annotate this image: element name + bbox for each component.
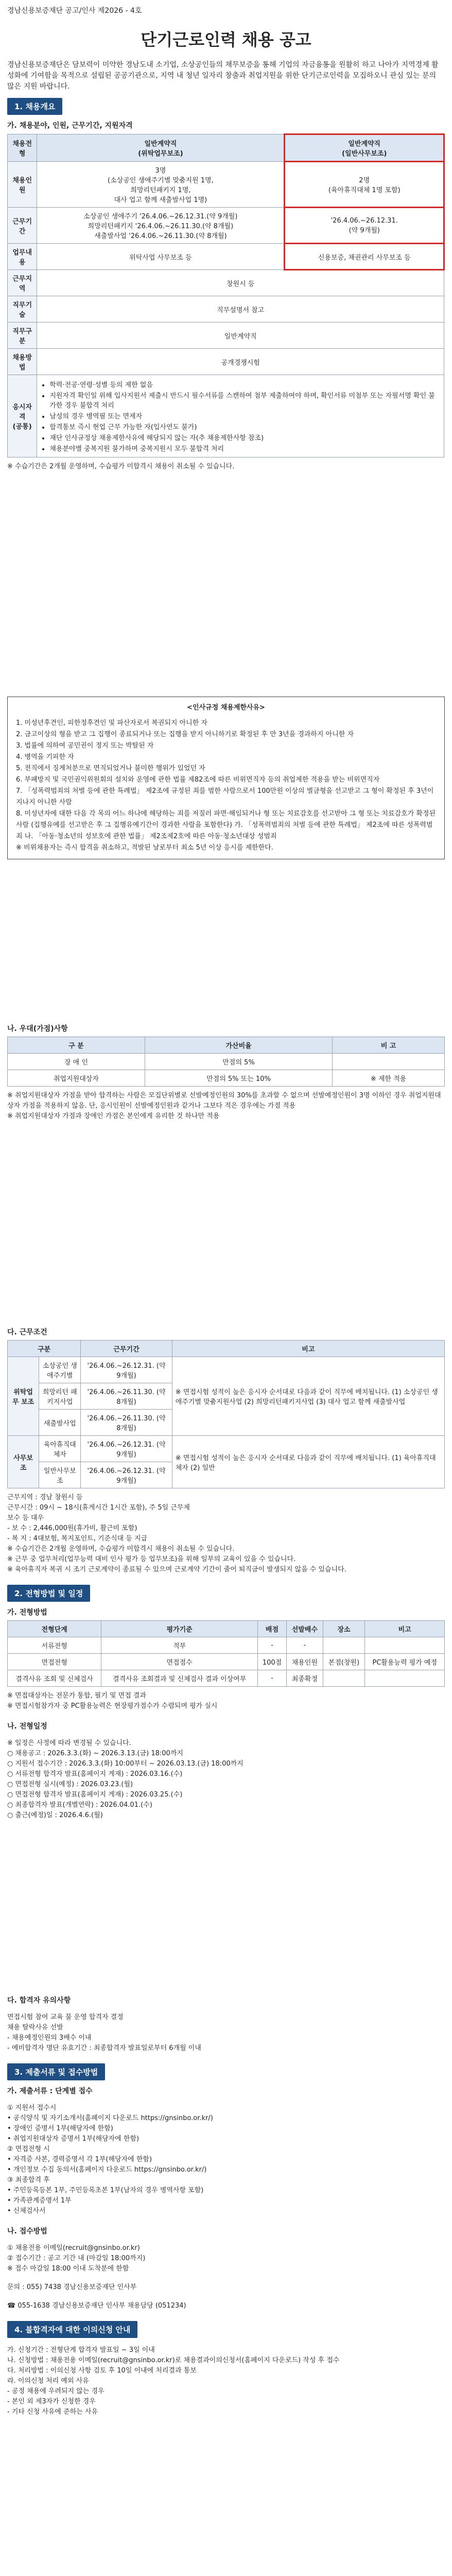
- method-header: 배점: [257, 1621, 286, 1637]
- section-2-title: 2. 전형방법 및 일정: [7, 1585, 90, 1602]
- method-header: 선발배수: [287, 1621, 323, 1637]
- notice-item: - 채용예정인원의 3배수 이내: [7, 2034, 92, 2042]
- cond-sub: 소상공인 생애주기별: [39, 1357, 81, 1383]
- table1-cell-2: 2명 (육아휴직대체 1명 포함): [285, 162, 444, 208]
- qual-item: • 남성의 경우 병역필 또는 면제자: [49, 411, 441, 420]
- table1-cell-1: 3명 (소상공인 생애주기별 맞춤지원 1명, 희망리턴패키지 1명, 대사 업고 함께 새출발사업 1명): [37, 162, 285, 208]
- table1-cell-1: 위탁사업 사무보조 등: [37, 244, 285, 270]
- submit-item: ② 면접전형 시: [7, 2145, 50, 2153]
- submit-item: • 취업지원대상자 증명서 1부(해당자에 한함): [7, 2135, 140, 2143]
- cond-bullet: 근무지역 : 경남 창원시 등: [7, 1494, 83, 1501]
- submit-item: • 가족관계증명서 1부: [7, 2197, 72, 2205]
- objection-item: 나. 신청방법 : 채용전용 이메일(recruit@gnsinbo.or.kr)로 채용결과이의신청서(홈페이지 다운로드) 작성 후 접수: [7, 2357, 340, 2364]
- pref-table: [7, 1037, 445, 1087]
- table1-merged-cell: 직무설명서 참고: [37, 296, 444, 323]
- method-cell: PC활용능력 평가 예정: [365, 1654, 445, 1670]
- objection-item: - 공정 채용에 우려되지 않는 경우: [7, 2387, 105, 2395]
- pref-cell: 취업지원대상자: [8, 1070, 145, 1087]
- table1-qual-label: 응시자격 (공통): [8, 375, 37, 457]
- table1-row: [8, 349, 444, 375]
- objection-item: - 기타 신청 사유에 준하는 사유: [7, 2408, 98, 2416]
- notice-list: [0, 2008, 452, 2058]
- subsection-1-na: 나. 우대(가점)사항: [7, 1025, 68, 1033]
- pref-cell: 만점의 5%: [145, 1054, 332, 1070]
- method-table: [7, 1620, 445, 1687]
- method-item: ※ 접수 마감일 18:00 이내 도착분에 한함: [7, 2265, 129, 2273]
- cond-header: 구분: [8, 1341, 81, 1357]
- pref-cell: ※ 제한 적용: [333, 1070, 445, 1087]
- section-3-title: 3. 제출서류 및 접수방법: [7, 2063, 105, 2080]
- table1-merged-cell: 일반계약직: [37, 323, 444, 349]
- cond-period: '26.4.06.~26.12.31. (약 9개월): [81, 1462, 172, 1488]
- restriction-item: 4. 병역을 기피한 자: [16, 753, 74, 761]
- method-note: ※ 면접시험참가자 중 PC활용능력은 현장평가점수가 수렴되며 평가 실시: [7, 1702, 218, 1710]
- submit-item: ① 지원서 접수시: [7, 2104, 57, 2112]
- subsection-2-na: 나. 전형일정: [7, 1722, 47, 1731]
- restriction-item: 1. 미성년후견인, 피한정후견인 및 파산자로서 복권되지 아니한 자: [16, 719, 207, 727]
- cond-bullet: 근무시간 : 09시 ~ 18시(휴게시간 1시간 포함), 주 5일 근무제: [7, 1504, 190, 1512]
- submit-item: • 개인정보 수집 동의서(홈페이지 다운로드 https://gnsinbo.or.kr/): [7, 2166, 207, 2174]
- restriction-item: ※ 비위채용자는 즉시 합격을 취소하고, 적발된 날로부터 최소 5년 이상 응시를 제한한다.: [16, 844, 273, 852]
- table1-header-2: 일반계약직 (일반사무보조): [285, 134, 444, 162]
- cond-bullet: ※ 근무 중 업무처리(업무능력 대비 인사 평가 등 업무보조)을 위해 일부의 교육이 있을 수 있습니다.: [7, 1555, 296, 1563]
- submit-item: ③ 최종합격 후: [7, 2176, 50, 2184]
- notice-item: 채용 탈락사유 선발: [7, 2024, 63, 2031]
- method-cell: 면접점수: [101, 1654, 258, 1670]
- qual-item: • 재단 인사규정상 채용제한사유에 해당되지 않는 자(추 채용제한사항 참조): [49, 432, 441, 442]
- cond-sub: 육아휴직대체자: [39, 1436, 81, 1462]
- table1-header-1: 일반계약직 (위탁업무보조): [37, 134, 285, 162]
- subsection-1-ga: 가. 채용분야, 인원, 근무기간, 지원자격: [7, 122, 133, 130]
- qual-item: • 학력·전공·연령·성별 등의 제한 없음: [49, 379, 441, 389]
- method-cell: 적부: [101, 1637, 258, 1654]
- restriction-item: 3. 법률에 의하여 공민권이 정지 또는 박탈된 자: [16, 742, 154, 750]
- table1-cell-1: 소상공인 생애주기 '26.4.06.~26.12.31.(약 9개월) 희망리턴패키지 '26.4.06.~26.11.30.(약 8개월) 새출발사업 '26.4.06.~26.11.30.(약 8개월): [37, 208, 285, 244]
- qual-item: • 합격통보 즉시 현업 근무 가능한 자(입사연도 불가): [49, 421, 441, 431]
- section-3: [7, 2063, 445, 2080]
- restriction-item: 7. 「성폭력범죄의 처벌 등에 관한 특례법」 제2조에 규정된 죄를 범한 사람으로서 100만원 이상의 벌금형을 선고받고 그 형이 확정된 후 3년이 지나지 아니한 사람: [16, 787, 434, 806]
- schedule-item: ○ 서류전형 합격자 발표(홈페이지 게재) : 2026.03.16.(수): [7, 1770, 183, 1778]
- subsection-2-ga: 가. 전형방법: [7, 1608, 47, 1617]
- schedule-note: ※ 일정은 사정에 따라 변경될 수 있습니다.: [7, 1739, 131, 1747]
- pref-cell: [333, 1054, 445, 1070]
- qual-item: • 지원자격 확인일 위해 입사지원서 제출시 반드시 필수서류를 스캔하여 첨부 제출하여야 하며, 확인서류 미첨부 또는 자필서명 확인 불가한 경우 불합격 처리: [49, 390, 441, 410]
- objection-item: 다. 처리방법 : 이의신청 사항 검토 후 10일 이내에 처리결과 통보: [7, 2367, 197, 2375]
- subsection-3-ga: 가. 제출서류 : 단계별 접수: [7, 2087, 93, 2095]
- cond-bullet: ※ 수습기간은 2개월 운영하며, 수습평가 미합격시 채용이 취소될 수 있습니다.: [7, 1545, 235, 1553]
- table1-row: [8, 296, 444, 323]
- subsection-2-da: 다. 합격자 유의사항: [7, 1996, 71, 2005]
- intro-text: 경남신용보증재단은 담보력이 미약한 경남도내 소기업, 소상공인들의 채무보증을 통해 기업의 자금융통을 원활히 하고 나아가 지역경제 활성화에 기여함을 목적으로 설립된 공공기관으로, 지역 내 청년 일자리 창출과 취업지원을 위한 단기근로인력을 모집하오니 관심 있는 분의 많은 지원 바랍니다.: [7, 61, 439, 91]
- table1-row: [8, 270, 444, 296]
- table1-row: [8, 323, 444, 349]
- objection-item: 라. 이의신청 처리 예외 사유: [7, 2377, 89, 2385]
- table1-row-label: 채용방법: [8, 349, 37, 375]
- method-cell: 서류전형: [8, 1637, 101, 1654]
- restriction-list: [16, 718, 436, 854]
- method-cell: 결격사유 조회결과 및 신체검사 결과 이상여부: [101, 1670, 258, 1687]
- submit-item: • 공식양식 및 자기소개서(홈페이지 다운로드 https://gnsinbo.or.kr/): [7, 2114, 213, 2122]
- section-1: [7, 97, 445, 115]
- cond-bullet: ※ 육아휴직자 복귀 시 조기 근로계약이 종료될 수 있으며 근로계약 기간이 줄어 퇴직금이 발생되지 않을 수 있습니다.: [7, 1566, 346, 1573]
- schedule-item: ○ 지원서 접수기간 : 2026.3.3.(화) 10:00부터 ~ 2026.03.13.(금) 18:00까지: [7, 1760, 244, 1768]
- method-header: 평가기준: [101, 1621, 258, 1637]
- table1-row-label: 채용인원: [8, 162, 37, 208]
- submit-item: • 장애인 증명서 1부(해당자에 한함): [7, 2125, 113, 2132]
- table1-merged-cell: 공개경쟁시험: [37, 349, 444, 375]
- submit-item: • 자격증 사본, 경력증명서 각 1부(해당자에 한함): [7, 2156, 152, 2163]
- table1-header-0: 채용전형: [8, 134, 37, 162]
- notice-item: - 예비합격자 명단 유효기간 : 최종합격자 발표일로부터 6개월 이내: [7, 2044, 201, 2052]
- method-cell: 면접전형: [8, 1654, 101, 1670]
- method-cell: -: [257, 1670, 286, 1687]
- table1-row: [8, 208, 444, 244]
- objection-item: 가. 신청기간 : 전형단계 합격자 발표일 ~ 3일 이내: [7, 2346, 155, 2354]
- pref-cell: 만점의 5% 또는 10%: [145, 1070, 332, 1087]
- table1-row-label: 직무구분: [8, 323, 37, 349]
- pref-header: 비 고: [333, 1037, 445, 1054]
- page-title: 단기근로인력 채용 공고: [141, 30, 311, 49]
- restriction-item: 8. 미성년자에 대한 다음 각 목의 어느 하나에 해당하는 죄를 저질러 파면·해임되거나 형 또는 치료감호를 선고받아 그 형 또는 치료감호가 확정된 사람 (집행유예를 선고받은 후 그 집행유예기간이 경과한 사람을 포함한다) 가. 「성폭력범죄의 처벌 등에 관한 특례법」 제2조에 따른 성폭력범죄 나. 「아동·청소년의 성보호에 관한 법률」 제2조제2호에 따른 아동·청소년대상 성범죄: [16, 810, 436, 840]
- cond-bullet: 보수 등 대우: [7, 1514, 44, 1522]
- method-cell: 본점(창원): [323, 1654, 365, 1670]
- cond-sub: 일반사무보조: [39, 1462, 81, 1488]
- restriction-item: 6. 부패방지 및 국민권익위원회의 설치와 운영에 관한 법률 제82조에 따른 비위면직자 등의 취업제한 적용을 받는 비위면직자: [16, 776, 380, 784]
- table1-row-label: 근무지역: [8, 270, 37, 296]
- table1-merged-cell: 창원시 등: [37, 270, 444, 296]
- objection-item: - 본인 외 제3자가 신청한 경우: [7, 2398, 96, 2405]
- table1-row-label: 업무내용: [8, 244, 37, 270]
- schedule-list: [0, 1734, 452, 1825]
- method-cell: [323, 1637, 365, 1654]
- recruit-table: [7, 133, 445, 457]
- table1-cell-2: '26.4.06.~26.12.31. (약 9개월): [285, 208, 444, 244]
- method-notes: [0, 1687, 452, 1716]
- cond-group: 위탁업무 보조: [8, 1357, 39, 1436]
- table1-row: [8, 244, 444, 270]
- notice-item: 면접시험 참여 교육 불 운영 합격자 결정: [7, 2013, 124, 2021]
- method-cell: [323, 1670, 365, 1687]
- qual-item: • 채용분야별 중복지원 불가하며 중복지원시 모두 불합격 처리: [49, 443, 441, 453]
- section-1-title: 1. 채용개요: [7, 98, 62, 115]
- cond-header: 비고: [172, 1341, 444, 1357]
- section-4: [7, 2320, 445, 2338]
- method-cell: 채용인원: [287, 1654, 323, 1670]
- cond-table: [7, 1340, 445, 1488]
- cond-bullet: - 보 수 : 2,446,000원(휴가비, 활근비 포함): [7, 1524, 137, 1532]
- cond-period: '26.4.06.~26.12.31. (약 9개월): [81, 1436, 172, 1462]
- table1-row-label: 근무기간: [8, 208, 37, 244]
- method-item: ② 접수기간 : 공고 기간 내 (마감일 18:00까지): [7, 2255, 146, 2262]
- table1-row-label: 직무기술: [8, 296, 37, 323]
- method-header: 전형단계: [8, 1621, 101, 1637]
- pref-note: ※ 취업지원대상자 가점을 받아 합격하는 사람은 모집단위별로 선발예정인원의 30%를 초과할 수 없으며 선발예정인원이 3명 이하인 경우 취업지원대상자 가점을 적용하지 않음. 단, 응시인원이 선발예정인원과 같거나 그보다 적은 경우에는 가점 적용: [7, 1092, 441, 1110]
- schedule-item: ○ 면접전형 실시(예정) : 2026.03.23.(월): [7, 1781, 133, 1788]
- cond-period: '26.4.06.~26.11.30. (약 8개월): [81, 1383, 172, 1410]
- method-cell: -: [257, 1637, 286, 1654]
- subsection-1-da: 다. 근무조건: [7, 1328, 47, 1336]
- hr-contact: ☎ 055-1638 경남신용보증재단 인사부 채용담당 (051234): [7, 2302, 186, 2310]
- submit-list: [0, 2099, 452, 2221]
- schedule-item: ○ 최종합격자 발표(개별연락) : 2026.04.01.(수): [7, 1801, 152, 1809]
- method-list: [0, 2239, 452, 2278]
- cond-group: 사무보조: [8, 1436, 39, 1488]
- submit-item: • 주민등록등본 1부, 주민등록초본 1부(남자의 경우 병역사항 포함): [7, 2187, 204, 2194]
- pref-cell: 장 애 인: [8, 1054, 145, 1070]
- method-item: ① 채용전용 이메일(recruit@gnsinbo.or.kr): [7, 2244, 140, 2252]
- method-cell: 100점: [257, 1654, 286, 1670]
- pref-header: 구 분: [8, 1037, 145, 1054]
- method-cell: [365, 1670, 445, 1687]
- contact: 문의 : 055) 7438 경남신용보증재단 인사부: [7, 2283, 137, 2291]
- method-cell: 최종확정: [287, 1670, 323, 1687]
- cond-sub: 희망리턴 패키지사업: [39, 1383, 81, 1410]
- pref-note: ※ 취업지원대상자 가점과 장애인 가점은 본인에게 유리한 것 하나만 적용: [7, 1112, 220, 1120]
- cond-remark: ※ 면접시험 성적이 높은 응시자 순서대로 다음과 같이 직무에 배치됩니다. (1) 육아휴직대체자 (2) 일반: [172, 1436, 444, 1488]
- table1-qual-cell: [37, 375, 444, 457]
- section-2: [7, 1584, 445, 1602]
- objection-list: [0, 2341, 452, 2421]
- restriction-title: <인사규정 채용제한사유>: [187, 704, 265, 711]
- method-cell: [365, 1637, 445, 1654]
- table1-footnote: ※ 수습기간은 2개월 운영하며, 수습평가 미합격시 채용이 취소될 수 있습니다.: [7, 463, 235, 470]
- cond-sub: 새출발사업: [39, 1410, 81, 1436]
- cond-notes: [0, 1488, 452, 1579]
- method-note: ※ 면접대상자는 전문가 통합, 필기 및 면접 결과: [7, 1692, 146, 1700]
- section-4-title: 4. 불합격자에 대한 이의신청 안내: [7, 2321, 137, 2338]
- pref-header: 가산비율: [145, 1037, 332, 1054]
- cond-bullet: - 복 지 : 4대보험, 복지포인트, 기준식대 등 지급: [7, 1535, 148, 1543]
- doc-id: 경남신용보증재단 공고/인사 제2026 - 4호: [7, 7, 142, 15]
- schedule-item: ○ 채용공고 : 2026.3.3.(화) ~ 2026.3.13.(금) 18:00까지: [7, 1750, 183, 1757]
- cond-remark: ※ 면접시험 성적이 높은 응시자 순서대로 다음과 같이 직무에 배치됩니다. (1) 소상공인 생애주기별 맞춤지원사업 (2) 희망리턴패키지사업 (3) 대사 업고 함께 새출발사업: [172, 1357, 444, 1436]
- cond-period: '26.4.06.~26.12.31. (약 9개월): [81, 1357, 172, 1383]
- cond-period: '26.4.06.~26.11.30. (약 8개월): [81, 1410, 172, 1436]
- subsection-3-na: 나. 접수방법: [7, 2227, 47, 2235]
- submit-item: • 신체검사서: [7, 2207, 46, 2215]
- method-cell: 결격사유 조회 및 신체검사: [8, 1670, 101, 1687]
- restriction-item: 2. 금고이상의 형을 받고 그 집행이 종료되거나 또는 집행을 받지 아니하기로 확정된 후 만 3년을 경과하지 아니한 자: [16, 731, 354, 738]
- method-header: 장소: [323, 1621, 365, 1637]
- restriction-item: 5. 전직에서 징계처분으로 면직되었거나 불미한 행위가 있었던 자: [16, 765, 205, 772]
- method-header: 비고: [365, 1621, 445, 1637]
- pref-notes: [0, 1087, 452, 1126]
- schedule-item: ○ 출근(예정)일 : 2026.4.6.(월): [7, 1811, 103, 1819]
- schedule-item: ○ 면접전형 합격자 발표(홈페이지 게재) : 2026.03.25.(수): [7, 1791, 183, 1799]
- method-cell: -: [287, 1637, 323, 1654]
- table1-cell-2: 신용보증, 채권관리 사무보조 등: [285, 244, 444, 270]
- restriction-box: [7, 697, 445, 859]
- cond-header: 근무기간: [81, 1341, 172, 1357]
- table1-row: [8, 162, 444, 208]
